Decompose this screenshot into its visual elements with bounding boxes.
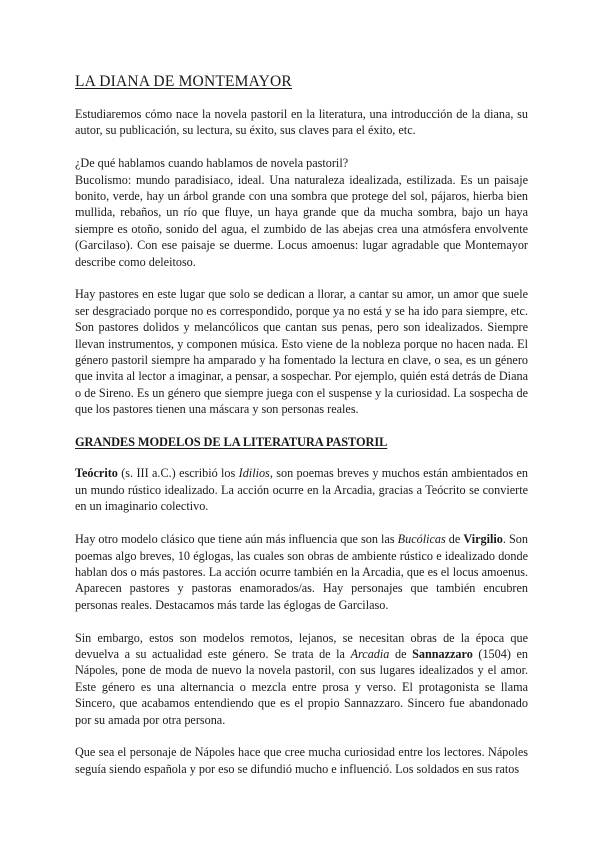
section-heading: GRANDES MODELOS DE LA LITERATURA PASTORIL [75,435,388,450]
virgilio-paragraph [75,531,528,613]
author-name: Sannazzaro [412,646,473,661]
author-name: Virgilio [463,532,503,547]
author-name: Teócrito [75,466,118,481]
paragraph-text: Sin embargo, estos son modelos remotos, lejanos, se necesitan obras de la época que devuelva a su actualidad este género. Se trata de la [75,630,528,661]
paragraph-text: (s. III a.C.) escribió los [117,466,239,481]
paragraph-text: de [389,646,413,661]
work-title: Arcadia [350,646,390,661]
question-line: ¿De qué hablamos cuando hablamos de novela pastoril? [75,156,349,171]
napoles-paragraph: Que sea el personaje de Nápoles hace que cree mucha curiosidad entre los lectores. Nápoles seguía siendo española y por eso se difundió mucho e influenció. Los soldados en sus ratos [75,745,528,776]
bucolismo-paragraph: Bucolismo: mundo paradisiaco, ideal. Una naturaleza idealizada, estilizada. Es un paisaje bonito, verde, hay un árbol grande con una sombra que protege del sol, pájaros, hierba bien mullida, rebaños, un río que fluye, un haya grande que da mucha sombra, bajo un haya siempre es otoño, sonido del agua, el zumbido de las abejas crea una atmósfera envolvente (Garcilaso). Con ese paisaje se duerme. Locus amoenus: lugar agradable que Montemayor describe como deleitoso. [75,172,528,269]
paragraph-text: , son poemas breves y muchos están ambientados en un mundo rústico idealizado. La acción ocurre en la Arcadia, gracias a Teócrito se convierte en un imaginario colectivo. [75,466,528,514]
paragraph-text: de [445,532,464,547]
work-title: Idilios [238,466,270,481]
paragraph-text: Hay otro modelo clásico que tiene aún más influencia que son las [75,532,398,547]
sannazzaro-paragraph [75,630,528,728]
document-title: LA DIANA DE MONTEMAYOR [75,73,292,90]
document-page [75,72,528,794]
paragraph-text: . Son poemas algo breves, 10 églogas, las cuales son obras de ambiente rústico e idealizado donde hablan dos o más pastores. La acción ocurre también en la Arcadia, que es el locus amoenus. Aparecen pastores y pastoras enamorados/as. Hay personajes que también encubren personas reales. Destacamos más tarde las églogas de Garcilaso. [75,532,528,612]
work-title: Bucólicas [397,532,446,547]
intro-paragraph: Estudiaremos cómo nace la novela pastoril en la literatura, una introducción de la diana, su autor, su publicación, su lectura, su éxito, sus claves para el éxito, etc. [75,107,528,138]
teocrito-paragraph [75,465,528,514]
pastores-paragraph: Hay pastores en este lugar que solo se dedican a llorar, a cantar su amor, un amor que suele ser desgraciado porque no es correspondido, porque ya no está y se ha ido para siempre, etc. Son pastores dolidos y melancólicos que cantan sus penas, pero son idealizados. Siempre llevan instrumentos, y componen música. Esto viene de la nobleza porque no hacen nada. El género pastoril siempre ha amparado y ha fomentado la lectura en clave, o sea, es un género que invita al lector a imaginar, a pensar, a sospechar. Por ejemplo, quién está detrás de Diana o de Sireno. Es un género que siempre juega con el suspense y la curiosidad. La sospecha de que los pastores tienen una máscara y son personas reales. [75,287,528,417]
paragraph-text: (1504) en Nápoles, pone de moda de nuevo la novela pastoril, con sus lugares idealizados y el amor. Este género es una alternancia o mezcla entre prosa y verso. El protagonista se llama Sincero, que acabamos entendiendo que es el propio Sannazzaro. Sincero fue abandonado por su amada por otra persona. [75,646,528,727]
